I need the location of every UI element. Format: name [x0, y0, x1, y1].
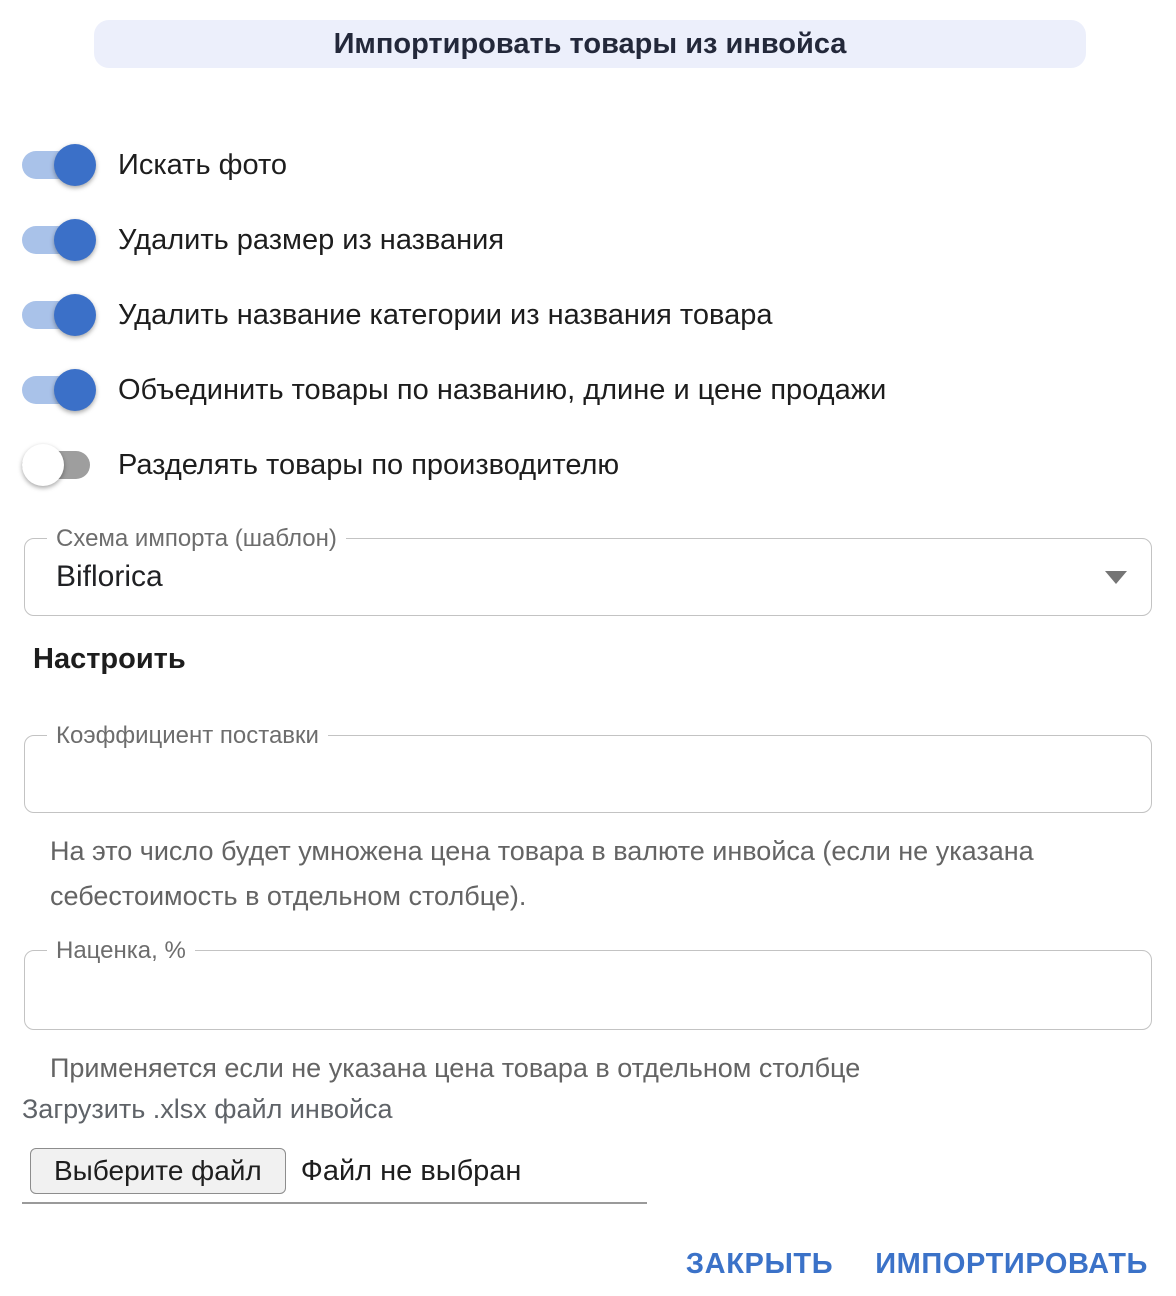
toggle-row-remove-size	[22, 216, 504, 264]
merge-products-toggle[interactable]	[22, 366, 96, 414]
markup-helper-text: Применяется если не указана цена товара в отдельном столбце	[50, 1053, 861, 1083]
import-scheme-select[interactable]	[24, 525, 1152, 616]
toggle-thumb	[54, 144, 96, 186]
import-scheme-value: Biflorica	[56, 560, 163, 593]
coefficient-helper-text: На это число будет умножена цена товара в валюте инвойса (если не указана себестоимость в отдельном столбце).	[50, 836, 1034, 911]
split-by-manufacturer-toggle[interactable]	[22, 441, 96, 489]
file-input-row	[30, 1148, 521, 1194]
toggle-thumb	[54, 219, 96, 261]
dialog-title-text: Импортировать товары из инвойса	[333, 27, 847, 60]
markup-field-label: Наценка, %	[47, 936, 195, 965]
dialog-title	[94, 20, 1086, 68]
remove-category-toggle[interactable]	[22, 291, 96, 339]
file-input-underline	[22, 1202, 647, 1204]
configure-link[interactable]: Настроить	[33, 643, 186, 675]
toggle-label: Удалить размер из названия	[118, 223, 505, 256]
toggle-row-merge-products	[22, 366, 886, 414]
toggle-row-search-photo	[22, 141, 287, 189]
search-photo-toggle[interactable]	[22, 141, 96, 189]
toggle-thumb	[22, 444, 64, 486]
markup-input[interactable]	[25, 951, 1151, 1029]
toggle-label: Удалить название категории из названия товара	[118, 298, 773, 331]
file-status-text: Файл не выбран	[300, 1154, 522, 1187]
toggle-thumb	[54, 294, 96, 336]
coefficient-field-box	[24, 722, 1152, 813]
coefficient-field-label: Коэффициент поставки	[47, 721, 328, 750]
upload-file-label: Загрузить .xlsx файл инвойса	[22, 1094, 393, 1124]
coefficient-input[interactable]	[25, 736, 1151, 812]
close-button[interactable]: ЗАКРЫТЬ	[685, 1248, 834, 1280]
toggle-thumb	[54, 369, 96, 411]
toggle-label: Искать фото	[118, 148, 288, 181]
markup-field-box	[24, 937, 1152, 1030]
toggle-row-split-by-manufacturer	[22, 441, 619, 489]
toggle-label: Объединить товары по названию, длине и цене продажи	[118, 373, 887, 406]
import-scheme-label: Схема импорта (шаблон)	[47, 524, 346, 553]
toggle-label: Разделять товары по производителю	[118, 448, 620, 481]
remove-size-toggle[interactable]	[22, 216, 96, 264]
toggle-row-remove-category	[22, 291, 772, 339]
import-button[interactable]: ИМПОРТИРОВАТЬ	[875, 1248, 1148, 1280]
dialog-actions	[686, 1248, 1148, 1281]
choose-file-button[interactable]: Выберите файл	[30, 1148, 286, 1194]
chevron-down-icon	[1105, 571, 1127, 584]
